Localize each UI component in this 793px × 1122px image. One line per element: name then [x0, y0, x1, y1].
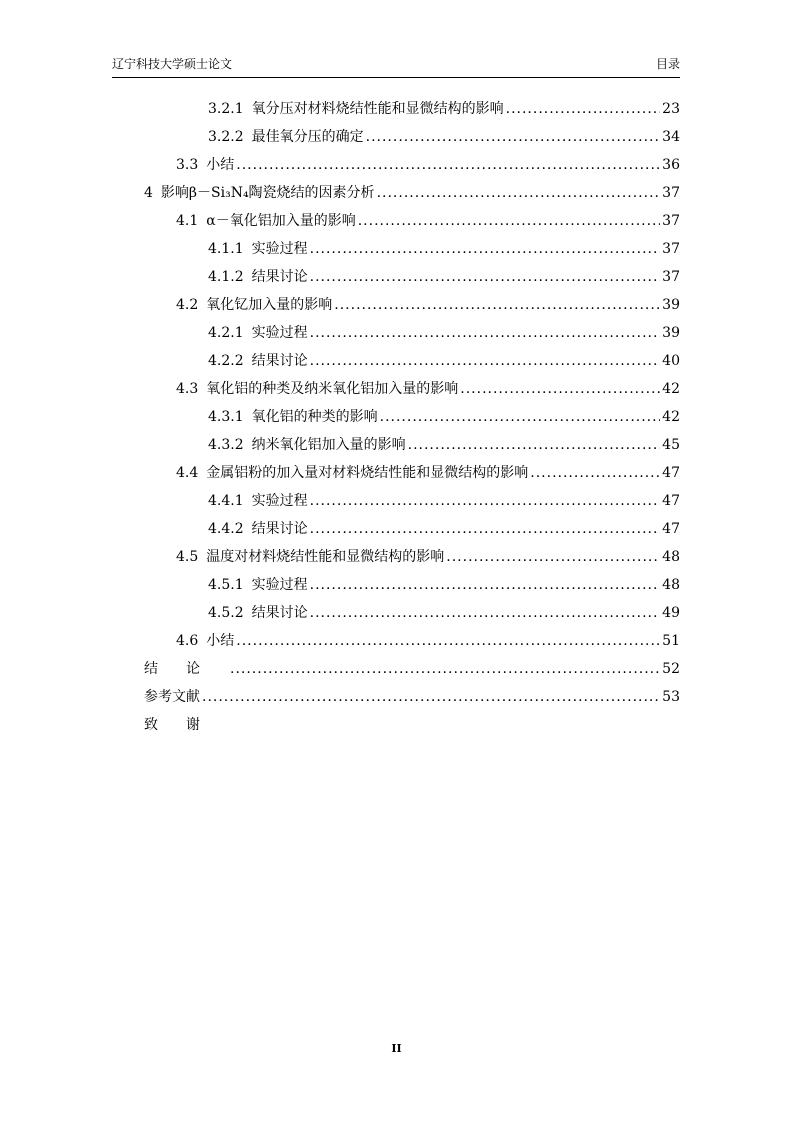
- toc-leader-dots: [460, 375, 660, 403]
- toc-entry-number: 4.3.2: [208, 437, 244, 453]
- toc-entry-number: 4.6: [176, 633, 199, 649]
- toc-entry[interactable]: [144, 459, 680, 487]
- toc-entry-title: 氧化钇加入量的影响: [206, 297, 333, 313]
- toc-leader-dots: [446, 543, 660, 571]
- toc-entry-page: 52: [662, 661, 680, 677]
- toc-entry-number: 4.5.1: [208, 577, 244, 593]
- toc-leader-dots: [408, 431, 661, 459]
- toc-leader-dots: [310, 487, 661, 515]
- toc-entry-page: 39: [662, 325, 680, 341]
- toc-entry-title: 参考文献: [144, 689, 200, 705]
- toc-entry[interactable]: [144, 431, 680, 459]
- toc-entry[interactable]: [144, 123, 680, 151]
- toc-entry-title: 小结: [206, 157, 235, 173]
- toc-entry-page: 40: [662, 353, 680, 369]
- toc-entry[interactable]: [144, 655, 680, 683]
- toc-entry-page: 49: [662, 605, 680, 621]
- toc-entry[interactable]: [144, 571, 680, 599]
- toc-entry-number: 4.3.1: [208, 409, 244, 425]
- toc-leader-dots: [377, 179, 661, 207]
- toc-entry-page: 47: [662, 521, 680, 537]
- toc-entry[interactable]: [144, 263, 680, 291]
- toc-entry-title: 实验过程: [251, 577, 308, 593]
- header-thesis-title: 辽宁科技大学硕士论文: [112, 57, 233, 71]
- toc-leader-dots: [236, 627, 660, 655]
- toc-entry-page: 36: [662, 157, 680, 173]
- toc-leader-dots: [358, 207, 660, 235]
- toc-entry-number: 3.2.1: [208, 101, 244, 117]
- toc-entry-title: 纳米氧化铝加入量的影响: [251, 437, 406, 453]
- toc-entry-page: 39: [662, 297, 680, 313]
- toc-leader-dots: [380, 403, 661, 431]
- toc-leader-dots: [334, 291, 660, 319]
- toc-entry[interactable]: [144, 375, 680, 403]
- toc-leader-dots: [310, 235, 661, 263]
- toc-entry-number: 3.3: [176, 157, 199, 173]
- toc-entry[interactable]: [144, 487, 680, 515]
- toc-entry-title: 实验过程: [251, 493, 308, 509]
- toc-entry-number: 4.2.1: [208, 325, 244, 341]
- page-number: II: [391, 1042, 402, 1055]
- toc-entry[interactable]: [144, 515, 680, 543]
- header-divider: [112, 77, 680, 78]
- toc-entry[interactable]: [144, 151, 680, 179]
- toc-entry-page: 37: [662, 213, 680, 229]
- toc-leader-dots: [310, 263, 661, 291]
- toc-entry-title: 结果讨论: [251, 269, 308, 285]
- toc-entry-title: 实验过程: [251, 241, 308, 257]
- toc-entry-page: 37: [662, 185, 680, 201]
- toc-entry-title: 氧化铝的种类及纳米氧化铝加入量的影响: [206, 381, 459, 397]
- toc-entry-title: 氧化铝的种类的影响: [251, 409, 378, 425]
- toc-leader-dots: [310, 515, 661, 543]
- toc-entry-page: 51: [662, 633, 680, 649]
- toc-entry-title: 结果讨论: [251, 353, 308, 369]
- toc-entry-page: 53: [662, 689, 680, 705]
- toc-entry-page: 42: [662, 409, 680, 425]
- toc-entry-title: 最佳氧分压的确定: [251, 129, 364, 145]
- running-header: [112, 54, 680, 74]
- toc-entry-page: 48: [662, 549, 680, 565]
- toc-entry-number: 4.1: [176, 213, 199, 229]
- toc-entry-title: α－氧化铝加入量的影响: [206, 213, 356, 229]
- toc-entry[interactable]: [144, 235, 680, 263]
- toc-entry-number: 4.1.2: [208, 269, 244, 285]
- toc-entry-title: 金属铝粉的加入量对材料烧结性能和显微结构的影响: [206, 465, 529, 481]
- toc-entry-number: 4.2: [176, 297, 199, 313]
- header-section-title: 目录: [655, 57, 680, 71]
- toc-entry-title: 结果讨论: [251, 521, 308, 537]
- toc-entry-number: 4.5.2: [208, 605, 244, 621]
- toc-leader-dots: [236, 151, 660, 179]
- toc-entry-title: 结论: [144, 661, 228, 677]
- toc-entry-page: 37: [662, 269, 680, 285]
- toc-leader-dots: [310, 319, 661, 347]
- toc-leader-dots: [230, 655, 660, 683]
- toc-entry-number: 4: [144, 185, 153, 201]
- toc-leader-dots: [202, 683, 660, 711]
- toc-entry-page: 23: [662, 101, 680, 117]
- toc-entry-number: 4.1.1: [208, 241, 244, 257]
- toc-entry[interactable]: [144, 627, 680, 655]
- toc-entry-number: 4.2.2: [208, 353, 244, 369]
- toc-entry-title: 结果讨论: [251, 605, 308, 621]
- toc-entry-title: 小结: [206, 633, 235, 649]
- toc-entry[interactable]: [144, 683, 680, 711]
- toc-leader-dots: [310, 347, 661, 375]
- toc-entry[interactable]: [144, 179, 680, 207]
- toc-leader-dots: [530, 459, 660, 487]
- toc-entry-title: 氧分压对材料烧结性能和显微结构的影响: [251, 101, 504, 117]
- toc-entry[interactable]: [144, 95, 680, 123]
- toc-entry-title: 影响β－Si₃N₄陶瓷烧结的因素分析: [160, 185, 375, 201]
- toc-entry-page: 34: [662, 129, 680, 145]
- toc-entry-page: 37: [662, 241, 680, 257]
- toc-entry-number: 4.4.1: [208, 493, 244, 509]
- toc-leader-dots: [310, 571, 661, 599]
- toc-entry[interactable]: [144, 711, 680, 739]
- toc-entry-page: 48: [662, 577, 680, 593]
- toc-entry[interactable]: [144, 207, 680, 235]
- toc-entry-title: 致谢: [144, 717, 228, 733]
- toc-leader-dots: [506, 95, 661, 123]
- toc-leader-dots: [310, 599, 661, 627]
- toc-entry[interactable]: [144, 319, 680, 347]
- table-of-contents: [144, 95, 680, 739]
- toc-entry-number: 4.4.2: [208, 521, 244, 537]
- toc-entry-page: 45: [662, 437, 680, 453]
- toc-entry-page: 47: [662, 493, 680, 509]
- toc-entry-title: 实验过程: [251, 325, 308, 341]
- toc-entry[interactable]: [144, 291, 680, 319]
- toc-entry[interactable]: [144, 543, 680, 571]
- toc-entry[interactable]: [144, 347, 680, 375]
- toc-entry-page: 42: [662, 381, 680, 397]
- toc-entry-number: 4.5: [176, 549, 199, 565]
- toc-entry-number: 3.2.2: [208, 129, 244, 145]
- toc-entry-number: 4.3: [176, 381, 199, 397]
- toc-entry-page: 47: [662, 465, 680, 481]
- toc-leader-dots: [366, 123, 661, 151]
- toc-entry-number: 4.4: [176, 465, 199, 481]
- toc-entry-title: 温度对材料烧结性能和显微结构的影响: [206, 549, 445, 565]
- toc-entry[interactable]: [144, 599, 680, 627]
- toc-entry[interactable]: [144, 403, 680, 431]
